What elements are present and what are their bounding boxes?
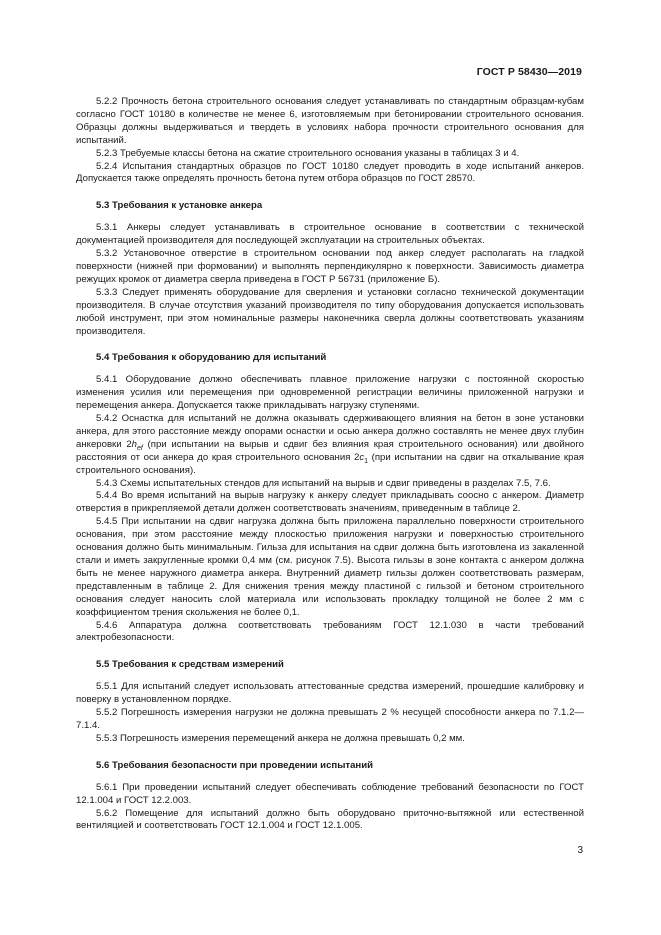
paragraph: 5.4.6 Аппаратура должна соответствовать требованиям ГОСТ 12.1.030 в части требований электробезопасности. (76, 619, 584, 644)
section-heading: 5.6 Требования безопасности при проведении испытаний (96, 759, 374, 771)
page-number: 3 (577, 845, 583, 856)
paragraph: 5.5.3 Погрешность измерения перемещений анкера не должна превышать 0,2 мм. (96, 732, 465, 744)
text-run: (при испытании на сдвиг на откалывание края строительного основания). (76, 451, 584, 476)
paragraph: 5.4.5 При испытании на сдвиг нагрузка должна быть приложена параллельно поверхности строительного основания, при этом расстояние между плоскостью приложения нагрузки и поверхностью строительного основания должно быть минимальным. Гильза для испытания на сдвиг должна быть изготовлена из закаленной стали и иметь закругленные кромки 0,4 мм (см. рисунок 7.5). Высота гильзы в зоне контакта с анкером должна быть не менее наружного диаметра анкера. Внутренний диаметр гильзы должен соответствовать размерам, представленным в таблице 2. Для снижения трения между пластиной с гильзой и бетоном строительного основания следует наносить слой материала или использовать прокладку толщиной не более 2 мм с коэффициентом трения скольжения не более 0,1. (76, 516, 584, 618)
paragraph: 5.2.2 Прочность бетона строительного основания следует устанавливать по стандартным образцам-кубам согласно ГОСТ 10180 в количестве не менее 6, изготовляемым при бетонировании строительного основания. Образцы должны выдерживаться и твердеть в условиях набора прочности строительного основания для испытаний. (76, 96, 584, 146)
section-heading: 5.4 Требования к оборудованию для испытаний (96, 352, 327, 364)
paragraph (76, 413, 584, 478)
document-code-header: ГОСТ Р 58430—2019 (476, 66, 582, 78)
paragraph: 5.3.1 Анкеры следует устанавливать в строительное основание в соответствии с технической документацией производителя для последующей эксплуатации на строительных объектах. (76, 222, 584, 247)
section-heading: 5.5 Требования к средствам измерений (96, 659, 284, 671)
symbol-c: c (359, 451, 365, 463)
symbol-h: h (131, 438, 137, 450)
paragraph: 5.2.3 Требуемые классы бетона на сжатие строительного основания указаны в таблицах 3 и 4. (96, 147, 520, 159)
document-body (76, 96, 584, 833)
subscript-ef: ef (137, 444, 143, 452)
text-run: (при испытании на вырыв и сдвиг без влияния края строительного основания) или двойного расстояния от оси анкера до края строительного основания 2 (76, 438, 584, 463)
subscript-1: 1 (364, 457, 369, 465)
paragraph: 5.5.1 Для испытаний следует использовать аттестованные средства измерений, прошедшие калибровку и поверку в установленном порядке. (76, 681, 584, 706)
paragraph: 5.4.4 Во время испытаний на вырыв нагрузку к анкеру следует прикладывать соосно с анкером. Диаметр отверстия в прикрепляемой детали должен соответствовать значениям, приведенным в таблице 2. (76, 490, 584, 515)
paragraph: 5.3.2 Установочное отверстие в строительном основании под анкер следует располагать на гладкой поверхности (нижней при формовании) и выполнять перпендикулярно к поверхности. Зависимость диаметра режущих кромок от диаметра сверла приведена в ГОСТ Р 56731 (приложение Б). (76, 248, 584, 285)
paragraph: 5.5.2 Погрешность измерения нагрузки не должна превышать 2 % несущей способности анкера по 7.1.2—7.1.4. (76, 707, 584, 731)
section-heading: 5.3 Требования к установке анкера (96, 200, 263, 212)
paragraph: 5.6.2 Помещение для испытаний должно быть оборудовано приточно-вытяжной или естественной вентиляцией и соответствовать ГОСТ 12.1.004 и ГОСТ 12.1.005. (76, 807, 584, 832)
paragraph: 5.4.3 Схемы испытательных стендов для испытаний на вырыв и сдвиг приведены в разделах 7.5, 7.6. (96, 477, 551, 489)
paragraph: 5.2.4 Испытания стандартных образцов по ГОСТ 10180 следует проводить в ходе испытаний анкеров. Допускается также определять прочность бетона путем отбора образцов по ГОСТ 28570. (76, 160, 584, 185)
paragraph: 5.3.3 Следует применять оборудование для сверления и установки согласно технической документации производителя. В случае отсутствия указаний производителя по типу оборудования допускается использовать любой инструмент, при этом номинальные размеры наконечника сверла должны соответствовать указаниям производителя. (76, 286, 584, 337)
text-run: 5.4.2 Оснастка для испытаний не должна оказывать сдерживающего влияния на бетон в зоне установки анкера, для этого расстояние между опорами оснастки и осью анкера должно составлять не менее двух глубин анкеровки 2 (76, 413, 584, 450)
paragraph: 5.6.1 При проведении испытаний следует обеспечивать соблюдение требований безопасности по ГОСТ 12.1.004 и ГОСТ 12.2.003. (76, 781, 584, 806)
paragraph: 5.4.1 Оборудование должно обеспечивать плавное приложение нагрузки с постоянной скоростью изменения усилия или перемещения при одновременной регистрации величины приложенной нагрузки и перемещения анкера. Допускается также прикладывать нагрузку ступенями. (76, 374, 584, 412)
